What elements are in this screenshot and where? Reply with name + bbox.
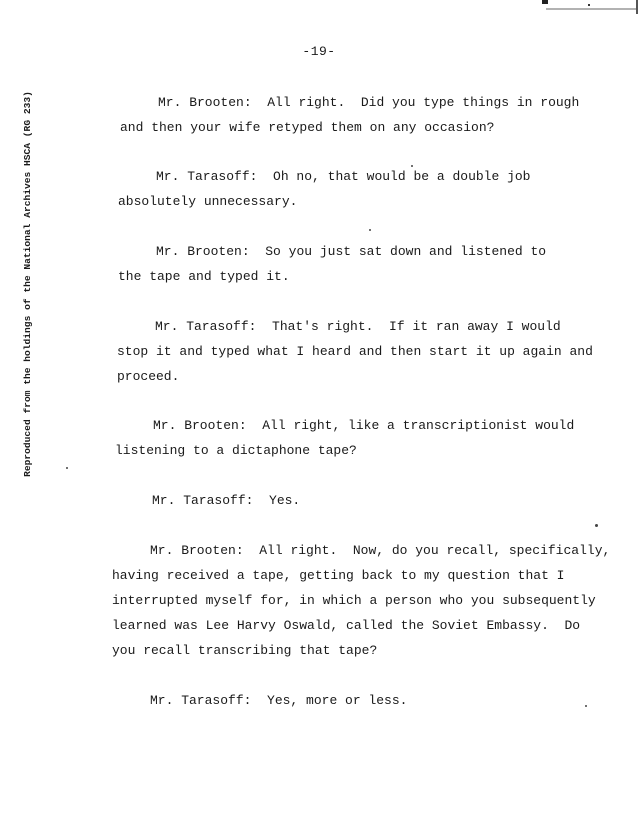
speech-text: So you just sat down and listened to [265,244,547,259]
speech-text: Oh no, that would be a double job [273,169,531,184]
transcript-line: stop it and typed what I heard and then start it up again and [117,344,593,359]
transcript-line [155,319,561,335]
transcript-line [158,95,579,111]
speaker-label: Mr. Tarasoff: [155,319,257,334]
archive-side-note: Reproduced from the holdings of the National Archives HSCA (RG 233) [22,91,33,477]
speaker-label: Mr. Brooten: [156,244,250,259]
scan-speck [66,467,68,469]
page-number: -19- [302,44,336,59]
speech-text: That's right. If it ran away I would [272,319,561,334]
transcript-line: listening to a dictaphone tape? [115,443,357,458]
transcript-line [152,493,300,509]
transcript-line: absolutely unnecessary. [118,194,298,209]
speech-text: Yes, more or less. [267,693,408,708]
scan-artifact-top-right [538,0,638,14]
scan-speck [595,524,598,527]
scan-speck [585,705,587,707]
speech-text: All right. Did you type things in rough [267,95,580,110]
scan-speck [369,229,371,231]
transcript-line: you recall transcribing that tape? [112,643,378,658]
speaker-label: Mr. Tarasoff: [150,693,252,708]
transcript-line: proceed. [117,369,180,384]
transcript-line [156,169,530,185]
speaker-label: Mr. Tarasoff: [152,493,254,508]
speaker-label: Mr. Brooten: [158,95,252,110]
transcript-line: having received a tape, getting back to my question that I [112,568,565,583]
speaker-label: Mr. Brooten: [153,418,247,433]
transcript-line [150,543,610,559]
transcript-line [156,244,546,260]
speech-text: Yes. [269,493,301,508]
transcript-line: interrupted myself for, in which a person who you subsequently [112,593,596,608]
scan-speck [411,165,413,167]
transcript-line: and then your wife retyped them on any occasion? [120,120,495,135]
speaker-label: Mr. Brooten: [150,543,244,558]
speaker-label: Mr. Tarasoff: [156,169,258,184]
transcript-line: learned was Lee Harvy Oswald, called the Soviet Embassy. Do [112,618,581,633]
transcript-line [150,693,407,709]
speech-text: All right, like a transcriptionist would [262,418,575,433]
transcript-line [153,418,574,434]
speech-text: All right. Now, do you recall, specifically, [259,543,611,558]
transcript-line: the tape and typed it. [118,269,290,284]
